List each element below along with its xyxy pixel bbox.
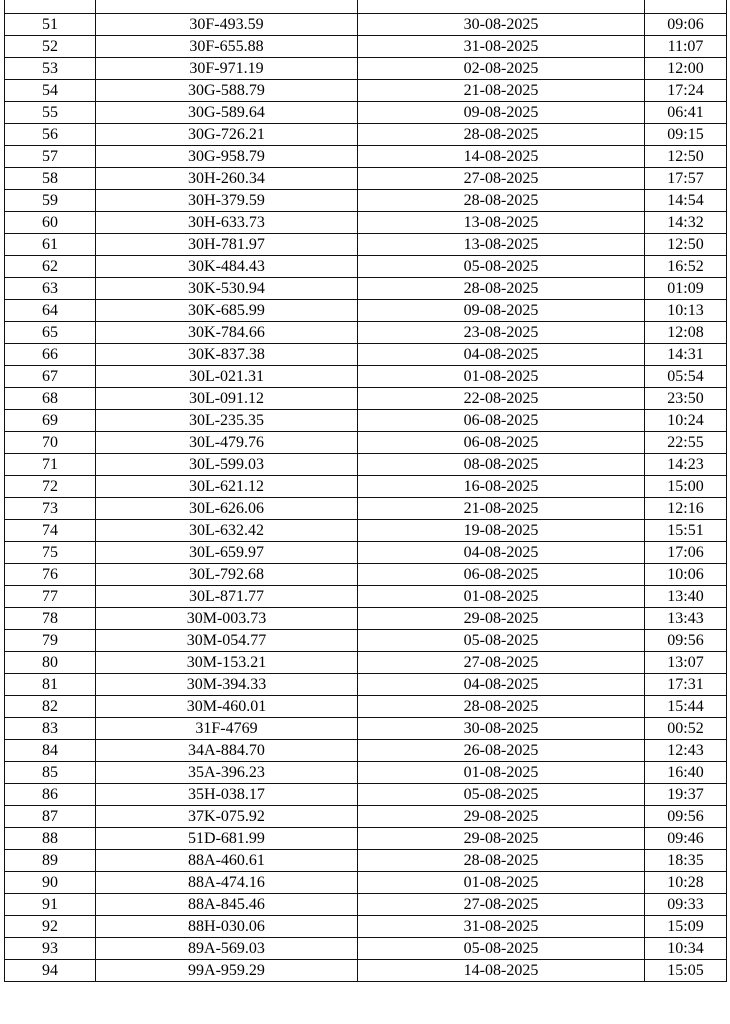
plate-number-cell: 89A-569.03 bbox=[96, 938, 358, 960]
plate-number-cell: 30L-479.76 bbox=[96, 432, 358, 454]
table-row bbox=[5, 0, 727, 14]
date-cell: 13-08-2025 bbox=[358, 234, 645, 256]
table-row bbox=[5, 806, 727, 828]
plate-number-cell: 30L-021.31 bbox=[96, 366, 358, 388]
table-row bbox=[5, 498, 727, 520]
plate-number-cell: 30L-235.35 bbox=[96, 410, 358, 432]
table-row bbox=[5, 872, 727, 894]
time-cell: 15:05 bbox=[645, 960, 727, 982]
plate-number-cell: 30M-153.21 bbox=[96, 652, 358, 674]
plate-number-cell: 30M-394.33 bbox=[96, 674, 358, 696]
row-number-cell: 76 bbox=[5, 564, 96, 586]
date-cell: 29-08-2025 bbox=[358, 828, 645, 850]
time-cell: 12:50 bbox=[645, 146, 727, 168]
time-cell: 10:06 bbox=[645, 564, 727, 586]
time-cell: 15:51 bbox=[645, 520, 727, 542]
time-cell: 15:00 bbox=[645, 476, 727, 498]
plate-number-cell: 30G-726.21 bbox=[96, 124, 358, 146]
time-cell: 09:33 bbox=[645, 894, 727, 916]
table-row bbox=[5, 256, 727, 278]
table-row bbox=[5, 828, 727, 850]
row-number-cell: 79 bbox=[5, 630, 96, 652]
date-cell: 01-08-2025 bbox=[358, 872, 645, 894]
time-cell: 15:09 bbox=[645, 916, 727, 938]
plate-number-cell: 34A-884.70 bbox=[96, 740, 358, 762]
plate-number-cell: 88A-474.16 bbox=[96, 872, 358, 894]
row-number-cell: 83 bbox=[5, 718, 96, 740]
plate-number-cell: 37K-075.92 bbox=[96, 806, 358, 828]
table-row bbox=[5, 102, 727, 124]
plate-number-cell: 35A-396.23 bbox=[96, 762, 358, 784]
table-row bbox=[5, 740, 727, 762]
table-row bbox=[5, 322, 727, 344]
date-cell: 05-08-2025 bbox=[358, 784, 645, 806]
time-cell: 13:07 bbox=[645, 652, 727, 674]
plate-number-cell: 30H-260.34 bbox=[96, 168, 358, 190]
row-number-cell: 64 bbox=[5, 300, 96, 322]
table-row bbox=[5, 168, 727, 190]
date-cell: 05-08-2025 bbox=[358, 256, 645, 278]
time-cell: 19:37 bbox=[645, 784, 727, 806]
row-number-cell: 63 bbox=[5, 278, 96, 300]
plate-number-cell: 35H-038.17 bbox=[96, 784, 358, 806]
plate-number-cell: 30M-054.77 bbox=[96, 630, 358, 652]
date-cell: 04-08-2025 bbox=[358, 674, 645, 696]
table-row bbox=[5, 80, 727, 102]
date-cell: 02-08-2025 bbox=[358, 58, 645, 80]
time-cell: 10:24 bbox=[645, 410, 727, 432]
plate-number-cell: 30K-784.66 bbox=[96, 322, 358, 344]
table-row bbox=[5, 696, 727, 718]
time-cell: 17:24 bbox=[645, 80, 727, 102]
date-cell: 09-08-2025 bbox=[358, 300, 645, 322]
date-cell: 21-08-2025 bbox=[358, 80, 645, 102]
row-number-cell: 89 bbox=[5, 850, 96, 872]
time-cell: 17:57 bbox=[645, 168, 727, 190]
date-cell: 06-08-2025 bbox=[358, 564, 645, 586]
row-number-cell: 73 bbox=[5, 498, 96, 520]
date-cell: 04-08-2025 bbox=[358, 542, 645, 564]
row-number-cell: 59 bbox=[5, 190, 96, 212]
plate-number-cell: 30F-971.19 bbox=[96, 58, 358, 80]
time-cell: 13:40 bbox=[645, 586, 727, 608]
plate-number-cell bbox=[96, 0, 358, 14]
row-number-cell: 68 bbox=[5, 388, 96, 410]
row-number-cell: 82 bbox=[5, 696, 96, 718]
date-cell: 29-08-2025 bbox=[358, 806, 645, 828]
table-row bbox=[5, 938, 727, 960]
plate-number-cell: 30K-685.99 bbox=[96, 300, 358, 322]
time-cell: 12:08 bbox=[645, 322, 727, 344]
date-cell: 01-08-2025 bbox=[358, 586, 645, 608]
table-row bbox=[5, 300, 727, 322]
plate-number-cell: 30L-659.97 bbox=[96, 542, 358, 564]
plate-number-cell: 30K-530.94 bbox=[96, 278, 358, 300]
plate-number-cell: 30L-871.77 bbox=[96, 586, 358, 608]
row-number-cell: 86 bbox=[5, 784, 96, 806]
table-row bbox=[5, 960, 727, 982]
table-row bbox=[5, 344, 727, 366]
time-cell: 14:32 bbox=[645, 212, 727, 234]
time-cell: 09:06 bbox=[645, 14, 727, 36]
row-number-cell: 54 bbox=[5, 80, 96, 102]
row-number-cell: 52 bbox=[5, 36, 96, 58]
time-cell: 12:50 bbox=[645, 234, 727, 256]
table-row bbox=[5, 454, 727, 476]
plate-number-cell: 30H-633.73 bbox=[96, 212, 358, 234]
date-cell: 14-08-2025 bbox=[358, 146, 645, 168]
time-cell: 12:16 bbox=[645, 498, 727, 520]
table-row bbox=[5, 850, 727, 872]
table-row bbox=[5, 674, 727, 696]
date-cell: 08-08-2025 bbox=[358, 454, 645, 476]
table-row bbox=[5, 784, 727, 806]
table-row bbox=[5, 432, 727, 454]
table-body bbox=[5, 0, 727, 982]
date-cell: 30-08-2025 bbox=[358, 718, 645, 740]
table-row bbox=[5, 564, 727, 586]
plate-number-cell: 30G-588.79 bbox=[96, 80, 358, 102]
row-number-cell: 85 bbox=[5, 762, 96, 784]
row-number-cell: 72 bbox=[5, 476, 96, 498]
table-row bbox=[5, 58, 727, 80]
table-row bbox=[5, 520, 727, 542]
violation-table bbox=[4, 0, 727, 982]
row-number-cell: 60 bbox=[5, 212, 96, 234]
date-cell: 13-08-2025 bbox=[358, 212, 645, 234]
table-row bbox=[5, 916, 727, 938]
date-cell: 26-08-2025 bbox=[358, 740, 645, 762]
row-number-cell: 91 bbox=[5, 894, 96, 916]
table-row bbox=[5, 212, 727, 234]
row-number-cell: 51 bbox=[5, 14, 96, 36]
row-number-cell: 69 bbox=[5, 410, 96, 432]
plate-number-cell: 30H-379.59 bbox=[96, 190, 358, 212]
date-cell: 27-08-2025 bbox=[358, 894, 645, 916]
table-row bbox=[5, 234, 727, 256]
date-cell: 01-08-2025 bbox=[358, 762, 645, 784]
date-cell: 06-08-2025 bbox=[358, 432, 645, 454]
time-cell: 06:41 bbox=[645, 102, 727, 124]
time-cell: 10:13 bbox=[645, 300, 727, 322]
row-number-cell: 62 bbox=[5, 256, 96, 278]
row-number-cell: 81 bbox=[5, 674, 96, 696]
row-number-cell: 92 bbox=[5, 916, 96, 938]
date-cell: 28-08-2025 bbox=[358, 850, 645, 872]
time-cell: 10:34 bbox=[645, 938, 727, 960]
table-row bbox=[5, 410, 727, 432]
plate-number-cell: 51D-681.99 bbox=[96, 828, 358, 850]
time-cell: 01:09 bbox=[645, 278, 727, 300]
time-cell: 16:52 bbox=[645, 256, 727, 278]
table-row bbox=[5, 36, 727, 58]
row-number-cell: 88 bbox=[5, 828, 96, 850]
row-number-cell bbox=[5, 0, 96, 14]
plate-number-cell: 30H-781.97 bbox=[96, 234, 358, 256]
time-cell bbox=[645, 0, 727, 14]
row-number-cell: 90 bbox=[5, 872, 96, 894]
date-cell: 27-08-2025 bbox=[358, 652, 645, 674]
row-number-cell: 71 bbox=[5, 454, 96, 476]
row-number-cell: 70 bbox=[5, 432, 96, 454]
time-cell: 09:56 bbox=[645, 630, 727, 652]
time-cell: 15:44 bbox=[645, 696, 727, 718]
row-number-cell: 80 bbox=[5, 652, 96, 674]
row-number-cell: 58 bbox=[5, 168, 96, 190]
plate-number-cell: 30M-460.01 bbox=[96, 696, 358, 718]
table-row bbox=[5, 146, 727, 168]
date-cell: 16-08-2025 bbox=[358, 476, 645, 498]
time-cell: 09:46 bbox=[645, 828, 727, 850]
date-cell: 30-08-2025 bbox=[358, 14, 645, 36]
plate-number-cell: 30L-599.03 bbox=[96, 454, 358, 476]
row-number-cell: 84 bbox=[5, 740, 96, 762]
time-cell: 17:06 bbox=[645, 542, 727, 564]
plate-number-cell: 99A-959.29 bbox=[96, 960, 358, 982]
table-row bbox=[5, 630, 727, 652]
row-number-cell: 93 bbox=[5, 938, 96, 960]
table-row bbox=[5, 762, 727, 784]
time-cell: 14:54 bbox=[645, 190, 727, 212]
table-row bbox=[5, 718, 727, 740]
date-cell: 28-08-2025 bbox=[358, 696, 645, 718]
date-cell: 05-08-2025 bbox=[358, 938, 645, 960]
table-row bbox=[5, 124, 727, 146]
plate-number-cell: 30K-484.43 bbox=[96, 256, 358, 278]
table-row bbox=[5, 586, 727, 608]
plate-number-cell: 88H-030.06 bbox=[96, 916, 358, 938]
time-cell: 18:35 bbox=[645, 850, 727, 872]
time-cell: 17:31 bbox=[645, 674, 727, 696]
date-cell bbox=[358, 0, 645, 14]
time-cell: 05:54 bbox=[645, 366, 727, 388]
date-cell: 21-08-2025 bbox=[358, 498, 645, 520]
date-cell: 05-08-2025 bbox=[358, 630, 645, 652]
plate-number-cell: 30M-003.73 bbox=[96, 608, 358, 630]
table-row bbox=[5, 190, 727, 212]
table-row bbox=[5, 388, 727, 410]
time-cell: 16:40 bbox=[645, 762, 727, 784]
plate-number-cell: 31F-4769 bbox=[96, 718, 358, 740]
date-cell: 27-08-2025 bbox=[358, 168, 645, 190]
time-cell: 14:23 bbox=[645, 454, 727, 476]
table-row bbox=[5, 278, 727, 300]
plate-number-cell: 30L-091.12 bbox=[96, 388, 358, 410]
plate-number-cell: 30L-792.68 bbox=[96, 564, 358, 586]
violation-table-sheet bbox=[4, 0, 726, 982]
time-cell: 09:15 bbox=[645, 124, 727, 146]
row-number-cell: 61 bbox=[5, 234, 96, 256]
row-number-cell: 75 bbox=[5, 542, 96, 564]
table-row bbox=[5, 14, 727, 36]
row-number-cell: 55 bbox=[5, 102, 96, 124]
row-number-cell: 53 bbox=[5, 58, 96, 80]
row-number-cell: 78 bbox=[5, 608, 96, 630]
time-cell: 10:28 bbox=[645, 872, 727, 894]
date-cell: 28-08-2025 bbox=[358, 124, 645, 146]
date-cell: 06-08-2025 bbox=[358, 410, 645, 432]
date-cell: 28-08-2025 bbox=[358, 190, 645, 212]
plate-number-cell: 30G-589.64 bbox=[96, 102, 358, 124]
time-cell: 12:00 bbox=[645, 58, 727, 80]
time-cell: 22:55 bbox=[645, 432, 727, 454]
row-number-cell: 87 bbox=[5, 806, 96, 828]
plate-number-cell: 30L-626.06 bbox=[96, 498, 358, 520]
plate-number-cell: 30L-632.42 bbox=[96, 520, 358, 542]
time-cell: 11:07 bbox=[645, 36, 727, 58]
table-row bbox=[5, 652, 727, 674]
row-number-cell: 67 bbox=[5, 366, 96, 388]
table-row bbox=[5, 542, 727, 564]
time-cell: 12:43 bbox=[645, 740, 727, 762]
time-cell: 23:50 bbox=[645, 388, 727, 410]
plate-number-cell: 88A-460.61 bbox=[96, 850, 358, 872]
row-number-cell: 94 bbox=[5, 960, 96, 982]
date-cell: 29-08-2025 bbox=[358, 608, 645, 630]
row-number-cell: 74 bbox=[5, 520, 96, 542]
row-number-cell: 56 bbox=[5, 124, 96, 146]
date-cell: 14-08-2025 bbox=[358, 960, 645, 982]
row-number-cell: 65 bbox=[5, 322, 96, 344]
date-cell: 19-08-2025 bbox=[358, 520, 645, 542]
plate-number-cell: 30F-655.88 bbox=[96, 36, 358, 58]
table-row bbox=[5, 608, 727, 630]
plate-number-cell: 30L-621.12 bbox=[96, 476, 358, 498]
date-cell: 01-08-2025 bbox=[358, 366, 645, 388]
date-cell: 31-08-2025 bbox=[358, 36, 645, 58]
plate-number-cell: 30K-837.38 bbox=[96, 344, 358, 366]
plate-number-cell: 30F-493.59 bbox=[96, 14, 358, 36]
time-cell: 09:56 bbox=[645, 806, 727, 828]
plate-number-cell: 30G-958.79 bbox=[96, 146, 358, 168]
time-cell: 13:43 bbox=[645, 608, 727, 630]
time-cell: 14:31 bbox=[645, 344, 727, 366]
table-row bbox=[5, 476, 727, 498]
date-cell: 09-08-2025 bbox=[358, 102, 645, 124]
date-cell: 23-08-2025 bbox=[358, 322, 645, 344]
table-row bbox=[5, 366, 727, 388]
time-cell: 00:52 bbox=[645, 718, 727, 740]
date-cell: 31-08-2025 bbox=[358, 916, 645, 938]
table-row bbox=[5, 894, 727, 916]
row-number-cell: 77 bbox=[5, 586, 96, 608]
plate-number-cell: 88A-845.46 bbox=[96, 894, 358, 916]
row-number-cell: 57 bbox=[5, 146, 96, 168]
date-cell: 28-08-2025 bbox=[358, 278, 645, 300]
date-cell: 04-08-2025 bbox=[358, 344, 645, 366]
date-cell: 22-08-2025 bbox=[358, 388, 645, 410]
row-number-cell: 66 bbox=[5, 344, 96, 366]
